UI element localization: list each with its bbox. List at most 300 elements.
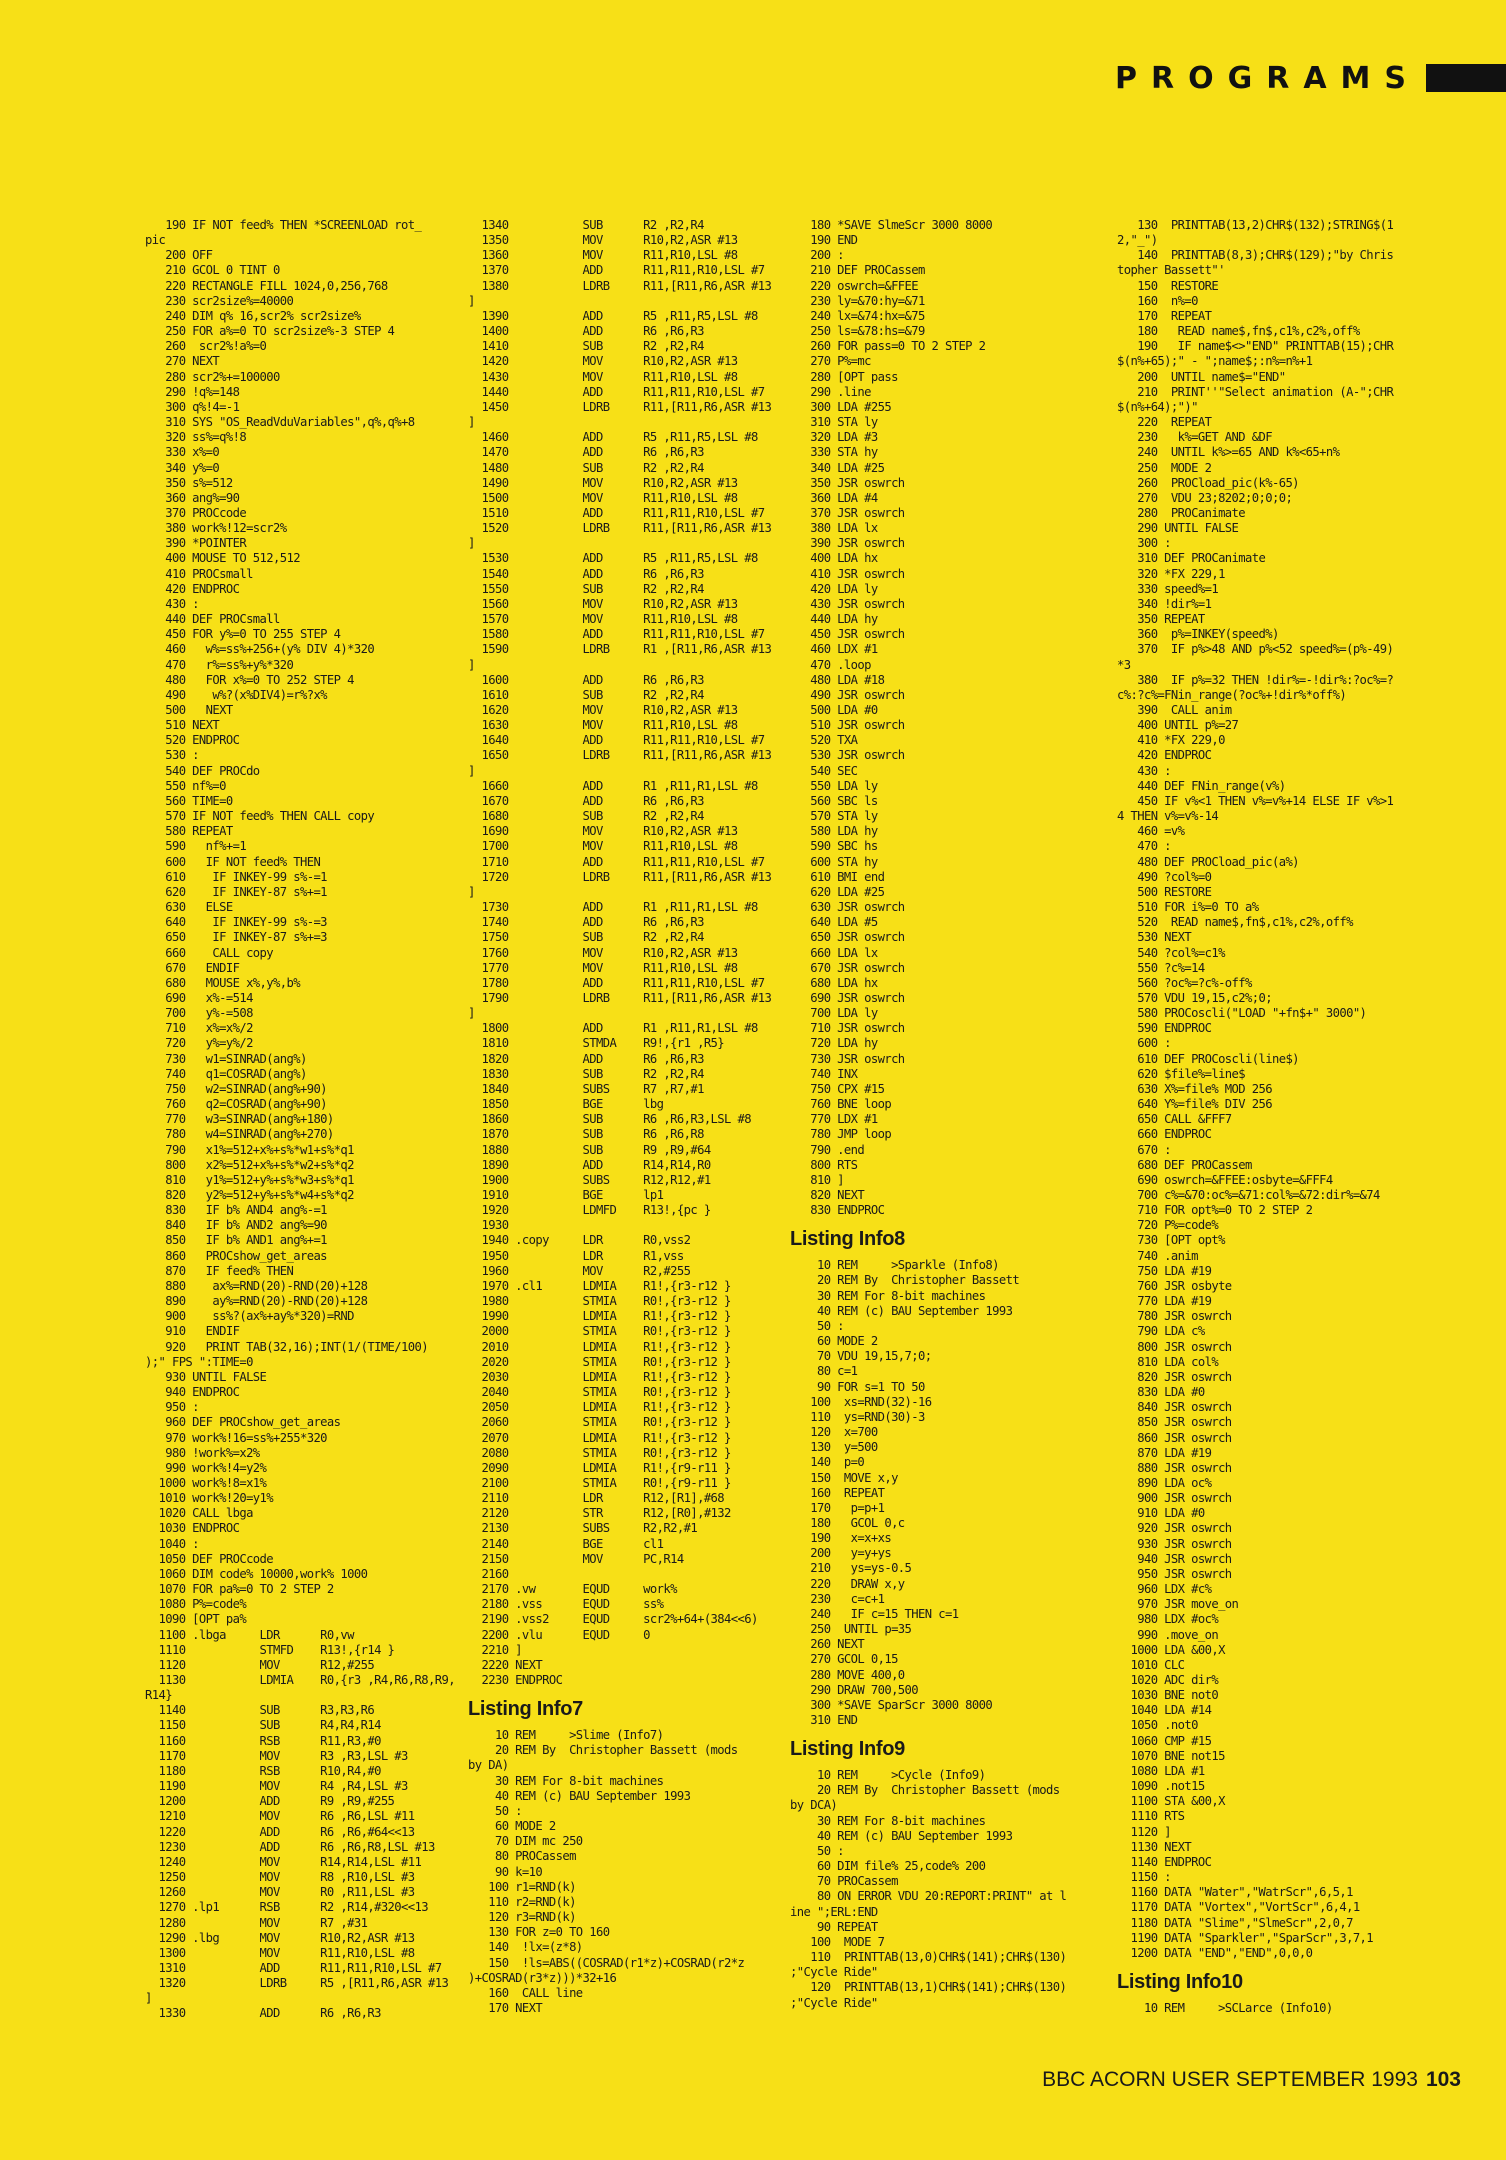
code-line: 480 DEF PROCload_pic(a%) — [1117, 854, 1299, 869]
code-line: 810 ] — [790, 1172, 844, 1187]
code-line: 880 JSR oswrch — [1117, 1460, 1232, 1475]
code-line: 210 DEF PROCassem — [790, 263, 925, 278]
code-line: ;"Cycle Ride" — [790, 1995, 878, 2010]
code-line: 490 w%?(x%DIV4)=r%?x% — [145, 687, 327, 702]
code-line: 1050 .not0 — [1117, 1718, 1198, 1733]
code-line: ] — [468, 293, 475, 308]
code-line: 210 ys=ys-0.5 — [790, 1561, 912, 1576]
code-line: 190 IF name$<>"END" PRINTTAB(15);CHR — [1117, 339, 1394, 354]
code-line: 1830 SUB R2 ,R2,R4 — [468, 1066, 704, 1081]
code-line: 430 : — [1117, 763, 1171, 778]
code-line: 300 LDA #255 — [790, 399, 892, 414]
code-line: 800 RTS — [790, 1157, 858, 1172]
code-line: 1980 STMIA R0!,{r3-r12 } — [468, 1294, 731, 1309]
code-line: 1070 FOR pa%=0 TO 2 STEP 2 — [145, 1582, 334, 1597]
code-line: 1700 MOV R11,R10,LSL #8 — [468, 839, 738, 854]
code-line: 680 MOUSE x%,y%,b% — [145, 975, 300, 990]
code-line: *3 — [1117, 657, 1131, 672]
code-line: 940 ENDPROC — [145, 1385, 240, 1400]
code-line: 1180 DATA "Slime","SlmeScr",2,0,7 — [1117, 1915, 1353, 1930]
code-line: 270 VDU 23;8202;0;0;0; — [1117, 490, 1293, 505]
code-line: 100 r1=RND(k) — [468, 1879, 576, 1894]
code-line: 30 REM For 8-bit machines — [468, 1773, 664, 1788]
code-line: 510 FOR i%=0 TO a% — [1117, 900, 1259, 915]
listing-heading: Listing Info7 — [468, 1698, 583, 1721]
code-line: 1550 SUB R2 ,R2,R4 — [468, 581, 704, 596]
code-line: 2050 LDMIA R1!,{r3-r12 } — [468, 1400, 731, 1415]
code-line: 480 LDA #18 — [790, 672, 885, 687]
code-line: 1560 MOV R10,R2,ASR #13 — [468, 596, 738, 611]
code-line: 2120 STR R12,[R0],#132 — [468, 1506, 731, 1521]
code-line: 1400 ADD R6 ,R6,R3 — [468, 324, 704, 339]
code-line: 1510 ADD R11,R11,R10,LSL #7 — [468, 505, 765, 520]
code-line: 310 STA ly — [790, 415, 878, 430]
code-line: 20 REM By Christopher Bassett (mods — [790, 1783, 1060, 1798]
code-line: 210 PRINT''"Select animation (A-";CHR — [1117, 384, 1394, 399]
code-line: 170 p=p+1 — [790, 1500, 885, 1515]
code-line: 1060 DIM code% 10000,work% 1000 — [145, 1566, 368, 1581]
code-line: 950 JSR oswrch — [1117, 1566, 1232, 1581]
code-line: 1120 ] — [1117, 1824, 1171, 1839]
code-line: 850 JSR oswrch — [1117, 1415, 1232, 1430]
code-line: 840 JSR oswrch — [1117, 1400, 1232, 1415]
code-line: ] — [468, 415, 475, 430]
code-line: 450 FOR y%=0 TO 255 STEP 4 — [145, 627, 341, 642]
code-line: 440 DEF PROCsmall — [145, 612, 280, 627]
code-line: 640 LDA #5 — [790, 915, 878, 930]
code-line: 330 speed%=1 — [1117, 581, 1219, 596]
code-line: 430 JSR oswrch — [790, 596, 905, 611]
code-line: 90 FOR s=1 TO 50 — [790, 1379, 925, 1394]
code-line: 1170 DATA "Vortex","VortScr",6,4,1 — [1117, 1900, 1360, 1915]
code-line: 940 JSR oswrch — [1117, 1551, 1232, 1566]
code-line: 10 REM >SCLarce (Info10) — [1117, 2000, 1333, 2015]
code-line: 120 r3=RND(k) — [468, 1910, 576, 1925]
code-line: 300 q%!4=-1 — [145, 399, 240, 414]
code-line: 70 DIM mc 250 — [468, 1834, 583, 1849]
code-line: 160 n%=0 — [1117, 293, 1198, 308]
code-line: 2110 LDR R12,[R1],#68 — [468, 1491, 725, 1506]
code-line: 1640 ADD R11,R11,R10,LSL #7 — [468, 733, 765, 748]
code-line: 910 LDA #0 — [1117, 1506, 1205, 1521]
code-line: 1720 LDRB R11,[R11,R6,ASR #13 — [468, 869, 772, 884]
code-line: 890 LDA oc% — [1117, 1475, 1212, 1490]
code-line: 100 MODE 7 — [790, 1934, 885, 1949]
code-line: 1780 ADD R11,R11,R10,LSL #7 — [468, 975, 765, 990]
code-line: 1770 MOV R11,R10,LSL #8 — [468, 960, 738, 975]
code-line: 30 REM For 8-bit machines — [790, 1288, 986, 1303]
code-line: 2150 MOV PC,R14 — [468, 1551, 684, 1566]
code-line: 60 MODE 2 — [468, 1819, 556, 1834]
code-line: 2140 BGE cl1 — [468, 1536, 664, 1551]
code-line: 340 !dir%=1 — [1117, 596, 1212, 611]
code-line: 150 MOVE x,y — [790, 1470, 898, 1485]
code-line: 410 *FX 229,0 — [1117, 733, 1225, 748]
code-line: 50 : — [790, 1843, 844, 1858]
code-line: 960 DEF PROCshow_get_areas — [145, 1415, 341, 1430]
code-line: 2070 LDMIA R1!,{r3-r12 } — [468, 1430, 731, 1445]
code-line: 2020 STMIA R0!,{r3-r12 } — [468, 1354, 731, 1369]
code-line: 530 JSR oswrch — [790, 748, 905, 763]
code-line: 470 .loop — [790, 657, 871, 672]
code-line: 860 JSR oswrch — [1117, 1430, 1232, 1445]
code-line: 420 ENDPROC — [1117, 748, 1212, 763]
code-line: 2,"_") — [1117, 233, 1158, 248]
code-line: 120 PRINTTAB(13,1)CHR$(141);CHR$(130) — [790, 1980, 1067, 1995]
code-line: 90 REPEAT — [790, 1919, 878, 1934]
code-line: 1010 work%!20=y1% — [145, 1491, 274, 1506]
code-line: ] — [468, 763, 475, 778]
code-line: 1150 SUB R4,R4,R14 — [145, 1718, 381, 1733]
code-line: 250 MODE 2 — [1117, 460, 1212, 475]
code-line: 140 PRINTTAB(8,3);CHR$(129);"by Chris — [1117, 248, 1394, 263]
code-line: 690 JSR oswrch — [790, 990, 905, 1005]
code-line: 100 xs=RND(32)-16 — [790, 1394, 932, 1409]
code-line: 1030 BNE not0 — [1117, 1688, 1219, 1703]
code-line: 550 ?c%=14 — [1117, 960, 1205, 975]
code-line: 10 REM >Sparkle (Info8) — [790, 1258, 999, 1273]
code-line: 640 IF INKEY-99 s%-=3 — [145, 915, 327, 930]
code-line: 1630 MOV R11,R10,LSL #8 — [468, 718, 738, 733]
code-line: 180 GCOL 0,c — [790, 1515, 905, 1530]
code-line: 690 x%-=514 — [145, 990, 253, 1005]
code-line: 720 P%=code% — [1117, 1218, 1219, 1233]
code-line: 1320 LDRB R5 ,[R11,R6,ASR #13 — [145, 1976, 449, 1991]
code-line: 910 ENDIF — [145, 1324, 240, 1339]
code-line: 110 ys=RND(30)-3 — [790, 1409, 925, 1424]
code-line: 560 ?oc%=?c%-off% — [1117, 975, 1252, 990]
code-line: ;"Cycle Ride" — [790, 1965, 878, 1980]
code-line: 1840 SUBS R7 ,R7,#1 — [468, 1081, 704, 1096]
code-line: 760 JSR osbyte — [1117, 1278, 1232, 1293]
code-line: 770 LDA #19 — [1117, 1294, 1212, 1309]
code-line: 930 JSR oswrch — [1117, 1536, 1232, 1551]
code-line: 1650 LDRB R11,[R11,R6,ASR #13 — [468, 748, 772, 763]
code-line: 1350 MOV R10,R2,ASR #13 — [468, 233, 738, 248]
listing-heading: Listing Info10 — [1117, 1970, 1243, 1993]
code-line: 60 MODE 2 — [790, 1334, 878, 1349]
code-line: 180 *SAVE SlmeScr 3000 8000 — [790, 218, 993, 232]
code-line: 1110 STMFD R13!,{r14 } — [145, 1642, 395, 1657]
code-line: 580 PROCoscli("LOAD "+fn$+" 3000") — [1117, 1006, 1367, 1021]
code-line: 780 JSR oswrch — [1117, 1309, 1232, 1324]
code-line: 1090 .not15 — [1117, 1779, 1205, 1794]
code-line: 120 x=700 — [790, 1425, 878, 1440]
code-line: 990 work%!4=y2% — [145, 1460, 267, 1475]
code-line: $(n%+65);" - ";name$;:n%=n%+1 — [1117, 354, 1313, 369]
code-line: 700 y%-=508 — [145, 1006, 253, 1021]
code-line: 370 PROCcode — [145, 505, 247, 520]
code-line: 700 c%=&70:oc%=&71:col%=&72:dir%=&74 — [1117, 1188, 1380, 1202]
code-line: 920 JSR oswrch — [1117, 1521, 1232, 1536]
code-line: 170 REPEAT — [1117, 308, 1212, 323]
code-line: 400 UNTIL p%=27 — [1117, 718, 1239, 733]
code-line: 610 DEF PROCoscli(line$) — [1117, 1051, 1299, 1066]
code-line: 430 : — [145, 596, 199, 611]
code-line: ] — [145, 1991, 152, 2006]
code-line: 900 JSR oswrch — [1117, 1491, 1232, 1506]
code-line: 970 JSR move_on — [1117, 1597, 1239, 1612]
code-line: 750 w2=SINRAD(ang%+90) — [145, 1081, 327, 1096]
code-line: 2030 LDMIA R1!,{r3-r12 } — [468, 1369, 731, 1384]
code-line: 360 ang%=90 — [145, 490, 240, 505]
code-line: 2160 — [468, 1566, 509, 1581]
code-line: 2200 .vlu EQUD 0 — [468, 1627, 650, 1642]
code-line: 660 LDA lx — [790, 945, 878, 960]
section-header — [1115, 60, 1506, 96]
code-line: ] — [468, 884, 475, 899]
code-line: 330 STA hy — [790, 445, 878, 460]
code-line: 20 REM By Christopher Bassett (mods — [468, 1743, 738, 1758]
code-line: 1620 MOV R10,R2,ASR #13 — [468, 703, 738, 717]
code-line: 530 NEXT — [1117, 930, 1192, 945]
code-line: 720 LDA hy — [790, 1036, 878, 1051]
code-line: 600 STA hy — [790, 854, 878, 869]
code-line: 980 LDX #oc% — [1117, 1612, 1219, 1627]
code-line: 280 PROCanimate — [1117, 505, 1246, 520]
code-line: 830 LDA #0 — [1117, 1385, 1205, 1400]
code-line: 420 ENDPROC — [145, 581, 240, 596]
code-line: 1280 MOV R7 ,#31 — [145, 1915, 368, 1930]
code-line: 870 LDA #19 — [1117, 1445, 1212, 1460]
code-line: 660 CALL copy — [145, 945, 274, 960]
code-line: 590 SBC hs — [790, 839, 878, 854]
code-line: by DA) — [468, 1758, 509, 1773]
code-line: 630 JSR oswrch — [790, 900, 905, 915]
code-line: 790 LDA c% — [1117, 1324, 1205, 1339]
code-line: 850 IF b% AND1 ang%+=1 — [145, 1233, 327, 1248]
code-line: 380 work%!12=scr2% — [145, 521, 287, 536]
code-line: 1080 LDA #1 — [1117, 1763, 1205, 1778]
code-line: 610 IF INKEY-99 s%-=1 — [145, 869, 327, 884]
code-line: 1420 MOV R10,R2,ASR #13 — [468, 354, 738, 369]
code-line: 220 RECTANGLE FILL 1024,0,256,768 — [145, 278, 388, 293]
code-line: topher Bassett"' — [1117, 263, 1225, 278]
code-line: 180 READ name$,fn$,c1%,c2%,off% — [1117, 324, 1360, 339]
code-line: 1170 MOV R3 ,R3,LSL #3 — [145, 1748, 408, 1763]
code-line: 750 LDA #19 — [1117, 1263, 1212, 1278]
code-line: 1880 SUB R9 ,R9,#64 — [468, 1142, 711, 1157]
code-line: 1200 ADD R9 ,R9,#255 — [145, 1794, 395, 1809]
code-column-4 — [1117, 218, 1457, 2016]
code-line: 670 : — [1117, 1142, 1171, 1157]
code-line: 770 LDX #1 — [790, 1112, 878, 1127]
code-line: 410 PROCsmall — [145, 566, 253, 581]
code-line: 620 $file%=line$ — [1117, 1066, 1246, 1081]
code-line: 1730 ADD R1 ,R11,R1,LSL #8 — [468, 900, 758, 915]
code-line: 280 scr2%+=100000 — [145, 369, 280, 384]
code-line: 1520 LDRB R11,[R11,R6,ASR #13 — [468, 521, 772, 536]
code-line: 510 JSR oswrch — [790, 718, 905, 733]
code-line: 710 FOR opt%=0 TO 2 STEP 2 — [1117, 1203, 1313, 1218]
code-line: 570 STA ly — [790, 809, 878, 824]
code-line: 80 ON ERROR VDU 20:REPORT:PRINT" at l — [790, 1889, 1067, 1904]
code-line: 150 RESTORE — [1117, 278, 1219, 293]
code-line: 420 LDA ly — [790, 581, 878, 596]
code-line: 730 JSR oswrch — [790, 1051, 905, 1066]
code-line: 680 DEF PROCassem — [1117, 1157, 1252, 1172]
code-line: 530 : — [145, 748, 199, 763]
code-line: 140 !lx=(z*8) — [468, 1940, 583, 1955]
code-line: 260 PROCload_pic(k%-65) — [1117, 475, 1299, 490]
code-line: 320 *FX 229,1 — [1117, 566, 1225, 581]
code-line: 1490 MOV R10,R2,ASR #13 — [468, 475, 738, 490]
code-line: 810 LDA col% — [1117, 1354, 1219, 1369]
code-line: 2010 LDMIA R1!,{r3-r12 } — [468, 1339, 731, 1354]
code-line: 480 FOR x%=0 TO 252 STEP 4 — [145, 672, 354, 687]
code-line: 1660 ADD R1 ,R11,R1,LSL #8 — [468, 778, 758, 793]
code-line: 1440 ADD R11,R11,R10,LSL #7 — [468, 384, 765, 399]
code-line: 2090 LDMIA R1!,{r9-r11 } — [468, 1460, 731, 1475]
page-footer — [1042, 2068, 1461, 2092]
code-line: 50 : — [468, 1803, 522, 1818]
section-title: PROGRAMS — [1115, 60, 1420, 96]
code-line: 260 NEXT — [790, 1637, 865, 1652]
code-line: 330 x%=0 — [145, 445, 220, 460]
code-line: 1050 DEF PROCcode — [145, 1551, 274, 1566]
code-line: 1710 ADD R11,R11,R10,LSL #7 — [468, 854, 765, 869]
code-line: 650 JSR oswrch — [790, 930, 905, 945]
code-line: 450 IF v%<1 THEN v%=v%+14 ELSE IF v%>1 — [1117, 793, 1394, 808]
code-line: 390 JSR oswrch — [790, 536, 905, 551]
code-line: 1330 ADD R6 ,R6,R3 — [145, 2006, 381, 2021]
code-line: 1110 RTS — [1117, 1809, 1185, 1824]
code-line: 810 y1%=512+y%+s%*w3+s%*q1 — [145, 1172, 354, 1187]
code-line: 820 JSR oswrch — [1117, 1369, 1232, 1384]
code-line: 10 REM >Cycle (Info9) — [790, 1768, 986, 1783]
magazine-issue: BBC ACORN USER SEPTEMBER 1993 — [1042, 2068, 1418, 2091]
code-line: 1060 CMP #15 — [1117, 1733, 1212, 1748]
code-line: 1340 SUB R2 ,R2,R4 — [468, 218, 704, 232]
code-line: 560 TIME=0 — [145, 793, 233, 808]
code-line: 1600 ADD R6 ,R6,R3 — [468, 672, 704, 687]
code-line: 270 GCOL 0,15 — [790, 1652, 898, 1667]
code-line: 460 w%=ss%+256+(y% DIV 4)*320 — [145, 642, 375, 657]
code-line: 130 FOR z=0 TO 160 — [468, 1925, 610, 1940]
code-line: 1120 MOV R12,#255 — [145, 1657, 375, 1672]
code-line: 1910 BGE lp1 — [468, 1188, 664, 1202]
code-line: 2170 .vw EQUD work% — [468, 1582, 677, 1597]
code-line: 380 IF p%=32 THEN !dir%=-!dir%:?oc%=? — [1117, 672, 1394, 687]
code-column-3 — [790, 218, 1095, 2011]
code-line: 1220 ADD R6 ,R6,#64<<13 — [145, 1824, 415, 1839]
code-line: 1570 MOV R11,R10,LSL #8 — [468, 612, 738, 627]
code-line: 270 P%=mc — [790, 354, 871, 369]
code-line: 540 ?col%=c1% — [1117, 945, 1225, 960]
code-line: 310 SYS "OS_ReadVduVariables",q%,q%+8 — [145, 415, 415, 430]
code-line: 540 DEF PROCdo — [145, 763, 260, 778]
code-line: 350 s%=512 — [145, 475, 233, 490]
code-line: 260 scr2%!a%=0 — [145, 339, 267, 354]
code-line: 210 GCOL 0 TINT 0 — [145, 263, 280, 278]
code-line: 620 IF INKEY-87 s%+=1 — [145, 884, 327, 899]
code-line: 310 DEF PROCanimate — [1117, 551, 1266, 566]
code-line: 1920 LDMFD R13!,{pc } — [468, 1203, 711, 1218]
code-line: 200 OFF — [145, 248, 213, 263]
code-line: 740 INX — [790, 1066, 858, 1081]
code-line: 1960 MOV R2,#255 — [468, 1263, 691, 1278]
code-line: 700 LDA ly — [790, 1006, 878, 1021]
code-line: 1590 LDRB R1 ,[R11,R6,ASR #13 — [468, 642, 772, 657]
code-line: 220 oswrch=&FFEE — [790, 278, 919, 293]
code-line: 240 DIM q% 16,scr2% scr2size% — [145, 308, 361, 323]
code-line: 2100 STMIA R0!,{r9-r11 } — [468, 1475, 731, 1490]
code-line: 300 *SAVE SparScr 3000 8000 — [790, 1697, 993, 1712]
code-line: 2080 STMIA R0!,{r3-r12 } — [468, 1445, 731, 1460]
code-line: 600 IF NOT feed% THEN — [145, 854, 321, 869]
code-line: 1450 LDRB R11,[R11,R6,ASR #13 — [468, 399, 772, 414]
code-line: 570 IF NOT feed% THEN CALL copy — [145, 809, 375, 824]
code-line: 620 LDA #25 — [790, 884, 885, 899]
code-line: 460 LDX #1 — [790, 642, 878, 657]
code-line: 1900 SUBS R12,R12,#1 — [468, 1172, 711, 1187]
code-line: 1030 ENDPROC — [145, 1521, 240, 1536]
code-line: 1670 ADD R6 ,R6,R3 — [468, 793, 704, 808]
code-line: 1160 DATA "Water","WatrScr",6,5,1 — [1117, 1885, 1353, 1900]
listing-heading: Listing Info8 — [790, 1228, 905, 1251]
code-line: 2220 NEXT — [468, 1657, 543, 1672]
code-line: 280 MOVE 400,0 — [790, 1667, 905, 1682]
code-line: 890 ay%=RND(20)-RND(20)+128 — [145, 1294, 368, 1309]
code-line: 1130 NEXT — [1117, 1839, 1192, 1854]
code-line: 1090 [OPT pa% — [145, 1612, 247, 1627]
code-line: 1390 ADD R5 ,R11,R5,LSL #8 — [468, 308, 758, 323]
header-bar — [1426, 64, 1506, 92]
code-line: 610 BMI end — [790, 869, 885, 884]
code-line: ] — [468, 536, 475, 551]
code-line: 1080 P%=code% — [145, 1597, 247, 1612]
code-line: 900 ss%?(ax%+ay%*320)=RND — [145, 1309, 354, 1324]
code-line: 870 IF feed% THEN — [145, 1263, 294, 1278]
code-line: 1020 ADC dir% — [1117, 1673, 1219, 1687]
code-line: 360 LDA #4 — [790, 490, 878, 505]
code-line: 2060 STMIA R0!,{r3-r12 } — [468, 1415, 731, 1430]
code-line: 290 !q%=148 — [145, 384, 240, 399]
code-line: 930 UNTIL FALSE — [145, 1369, 267, 1384]
code-line: 280 [OPT pass — [790, 369, 898, 384]
code-line: 1040 : — [145, 1536, 199, 1551]
code-line: 1480 SUB R2 ,R2,R4 — [468, 460, 704, 475]
code-line: 780 JMP loop — [790, 1127, 892, 1142]
code-line: 90 k=10 — [468, 1864, 543, 1879]
code-line: 460 =v% — [1117, 824, 1185, 839]
code-line: 1000 work%!8=x1% — [145, 1475, 267, 1490]
code-line: 30 REM For 8-bit machines — [790, 1813, 986, 1828]
code-line: 1740 ADD R6 ,R6,R3 — [468, 915, 704, 930]
code-line: 240 UNTIL k%>=65 AND k%<65+n% — [1117, 445, 1340, 460]
code-line: 1160 RSB R11,R3,#0 — [145, 1733, 381, 1748]
code-line: 110 PRINTTAB(13,0)CHR$(141);CHR$(130) — [790, 1950, 1067, 1965]
code-line: 650 IF INKEY-87 s%+=3 — [145, 930, 327, 945]
code-line: 140 p=0 — [790, 1455, 865, 1470]
code-line: 60 DIM file% 25,code% 200 — [790, 1859, 986, 1874]
code-line: 390 *POINTER — [145, 536, 247, 551]
code-line: 50 : — [790, 1318, 844, 1333]
code-line: 40 REM (c) BAU September 1993 — [790, 1828, 1013, 1843]
code-line: 1580 ADD R11,R11,R10,LSL #7 — [468, 627, 765, 642]
code-line: 350 REPEAT — [1117, 612, 1205, 627]
code-line: 70 VDU 19,15,7;0; — [790, 1349, 932, 1364]
code-line: 980 !work%=x2% — [145, 1445, 260, 1460]
code-line: 640 Y%=file% DIV 256 — [1117, 1097, 1272, 1112]
code-line: 70 PROCassem — [790, 1874, 898, 1889]
code-line: $(n%+64);")" — [1117, 399, 1198, 414]
code-line: 500 NEXT — [145, 703, 233, 717]
code-line: 1140 SUB R3,R3,R6 — [145, 1703, 375, 1718]
code-line: 710 x%=x%/2 — [145, 1021, 253, 1036]
code-line: 110 r2=RND(k) — [468, 1894, 576, 1909]
code-line: 750 CPX #15 — [790, 1081, 885, 1096]
